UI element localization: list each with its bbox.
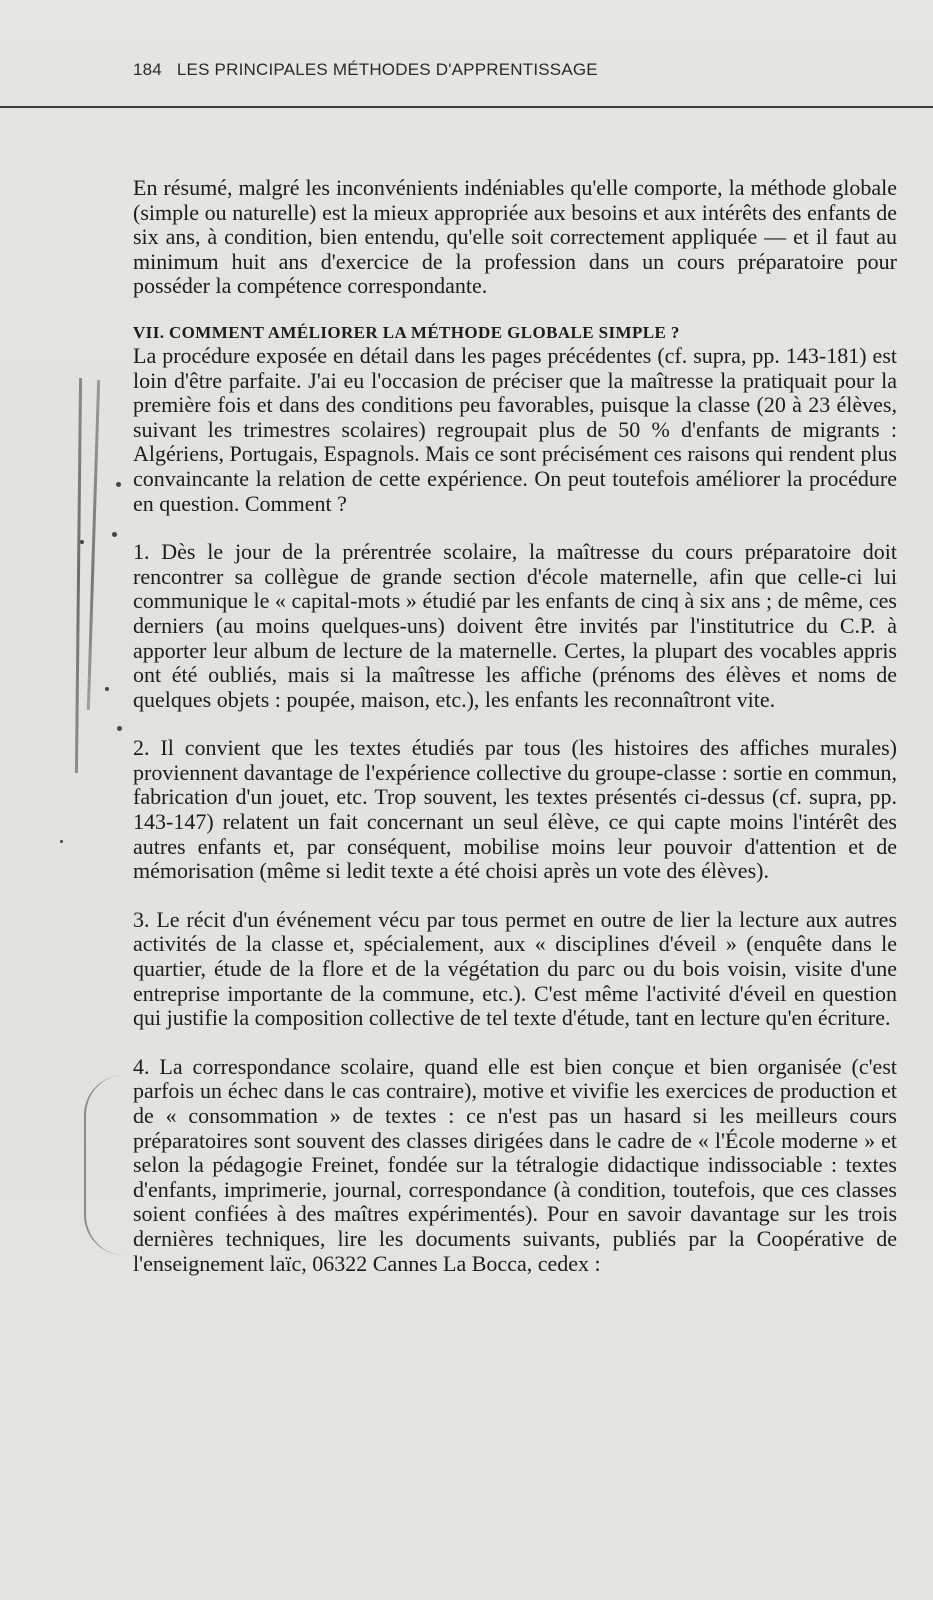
pencil-dot [60,840,63,843]
pencil-margin-line-2 [87,380,100,710]
pencil-margin-bracket [84,1075,126,1255]
pencil-dot [80,540,84,544]
page-body [133,176,897,1300]
summary-paragraph: En résumé, malgré les inconvénients indéniables qu'elle comporte, la méthode globale (simple ou naturelle) est la mieux appropriée aux besoins et aux intérêts des enfants de six ans, à condition, bien entendu, qu'elle soit correctement appliquée — et il faut au minimum huit ans d'exercice de la profession dans un cours préparatoire pour posséder la compétence correspondante. [133,175,897,299]
section-intro-paragraph: La procédure exposée en détail dans les pages précédentes (cf. supra, pp. 143-181) est loin d'être parfaite. J'ai eu l'occasion de préciser que la maîtresse la pratiquait pour la première fois et dans des conditions peu favorables, puisque la classe (20 à 23 élèves, suivant les trimestres scolaires) regroupait plus de 50 % d'enfants de migrants : Algériens, Portugais, Espagnols. Mais ce sont précisément ces raisons qui rendent plus convaincante la relation de cette expérience. On peut toutefois améliorer la procédure en question. Comment ? [133,342,897,516]
page-number: 184 [133,60,162,79]
numbered-paragraph-4: 4. La correspondance scolaire, quand elle est bien conçue et bien organisée (c'est parfois un échec dans le cas contraire), motive et vivifie les exercices de production et de « consommation » de textes : ce n'est pas un hasard si les meilleurs cours préparatoires sont souvent des classes dirigées dans le cadre de « l'École moderne » et selon la pédagogie Freinet, fondée sur la tétralogie didactique indissociable : textes d'enfants, imprimerie, journal, correspondance (à condition, toutefois, que ces classes soient confiées à des maîtres expérimentés). Pour en savoir davantage sur les trois dernières techniques, lire les documents suivants, publiés par la Coopérative de l'enseignement laïc, 06322 Cannes La Bocca, cedex : [133,1053,897,1276]
section-heading: VII. COMMENT AMÉLIORER LA MÉTHODE GLOBALE SIMPLE ? [133,322,680,342]
running-head [133,60,598,80]
header-rule [0,106,933,108]
numbered-paragraph-2: 2. Il convient que les textes étudiés par tous (les histoires des affiches murales) proviennent davantage de l'expérience collective du groupe-classe : sortie en commun, fabrication d'un jouet, etc. Trop souvent, les textes présentés ci-dessus (cf. supra, pp. 143-147) relatent un fait concernant un seul élève, ce qui capte moins l'intérêt des autres enfants et, par conséquent, mobilise moins leur pouvoir d'attention et de mémorisation (même si ledit texte a été choisi après un vote des élèves). [133,735,897,884]
pencil-dot [105,687,109,691]
pencil-dot [116,482,121,487]
pencil-margin-line [75,378,82,773]
pencil-dot [117,726,122,731]
numbered-paragraph-3: 3. Le récit d'un événement vécu par tous permet en outre de lier la lecture aux autres activités de la classe et, spécialement, aux « disciplines d'éveil » (enquête dans le quartier, étude de la flore et de la végétation du parc ou du bois voisin, visite d'une entreprise importante de la commune, etc.). C'est même l'activité d'éveil en question qui justifie la composition collective de tel texte d'étude, tant en lecture qu'en écriture. [133,906,897,1031]
running-title: LES PRINCIPALES MÉTHODES D'APPRENTISSAGE [176,60,598,79]
numbered-paragraph-1: 1. Dès le jour de la prérentrée scolaire, la maîtresse du cours préparatoire doit rencontrer sa collègue de grande section d'école maternelle, afin que celle-ci lui communique le « capital-mots » étudié par les enfants de cinq à six ans ; de même, ces derniers (au moins quelques-uns) doivent être invités par l'institutrice du C.P. à apporter leur album de lecture de la maternelle. Certes, la plupart des vocables appris ont été oubliés, mais si la maîtresse les affiche (prénoms des élèves et noms de quelques objets : poupée, maison, etc.), les enfants les reconnaîtront vite. [133,539,897,712]
pencil-dot [112,532,117,537]
